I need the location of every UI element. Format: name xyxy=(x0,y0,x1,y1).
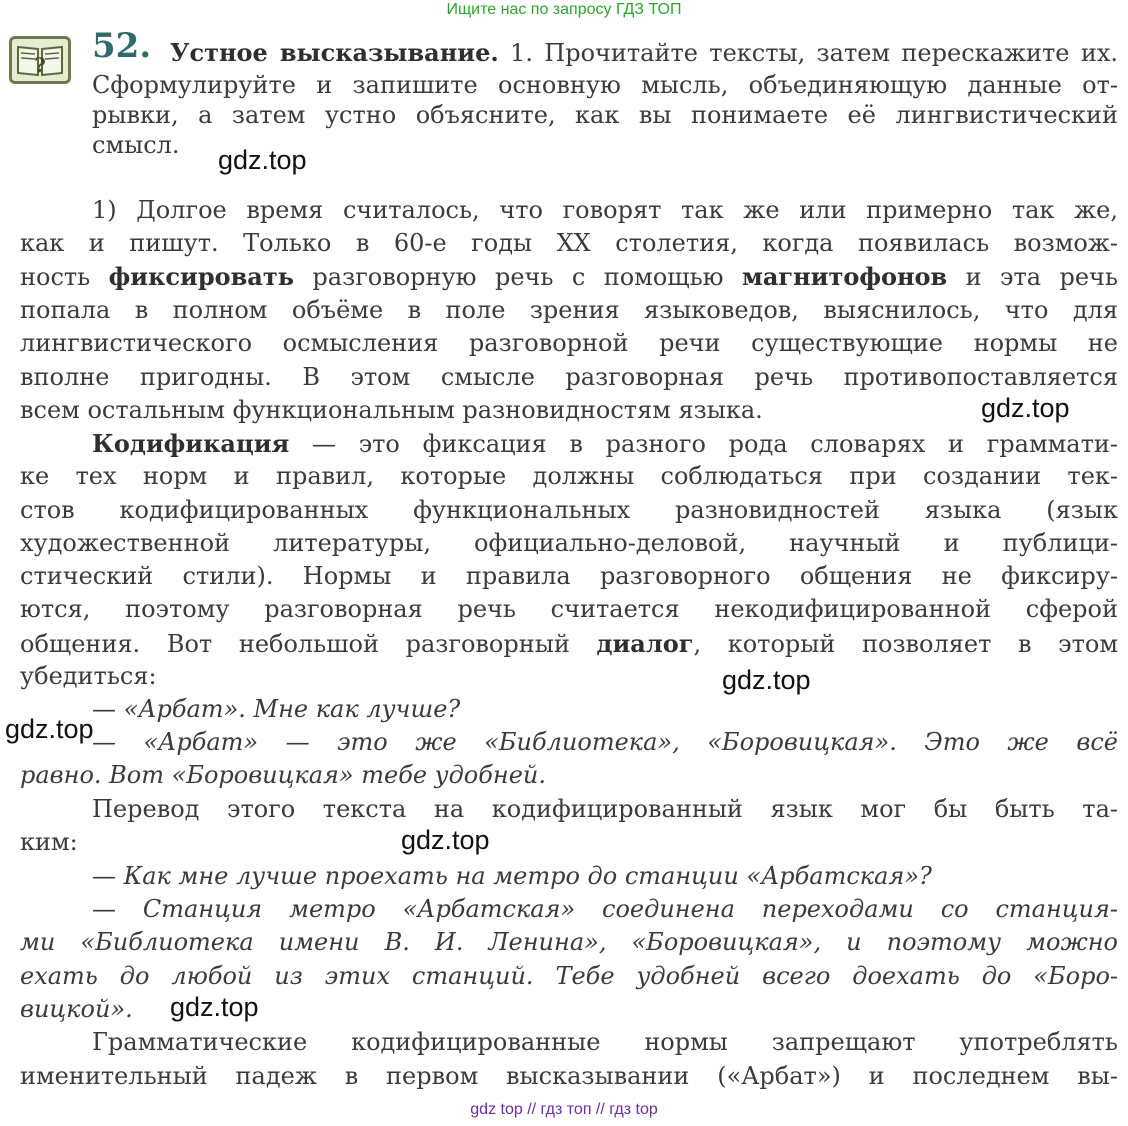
text-line-11: художественной литературы, официально-деловой, научный и публици- xyxy=(20,529,1118,557)
watermark: gdz.top xyxy=(401,825,490,855)
text-line-10: стов кодифицированных функциональных разновидностей языка (язык xyxy=(20,496,1118,524)
dialogue-line-3: равно. Вот «Боровицкая» тебе удобней. xyxy=(20,761,546,789)
codified-line-2: — Станция метро «Арбатская» соединена переходами со станция- xyxy=(92,895,1118,923)
footer-links[interactable]: gdz top // гдз топ // гдз top xyxy=(470,1101,658,1118)
text-line-20: ким: xyxy=(20,828,78,856)
exercise-number: 52. xyxy=(92,26,152,66)
text-line-7: всем остальным функциональным разновидностям языка. xyxy=(20,396,763,424)
text-line-3-c: разговорную речь с помощью xyxy=(294,263,742,291)
text-line-14 xyxy=(20,627,1118,661)
text-line-3-a: ность xyxy=(20,263,109,291)
text-line-15: убедиться: xyxy=(20,662,157,690)
text-line-14-a: общения. Вот небольшой разговорный xyxy=(20,630,597,658)
watermark: gdz.top xyxy=(5,714,94,744)
task-line-3: рывки, а затем устно объясните, как вы понимаете её лингвистический xyxy=(92,101,1118,129)
text-line-2: как и пишут. Только в 60-е годы XX столетия, когда появилась возмож- xyxy=(20,229,1118,257)
question-book-icon xyxy=(9,36,71,84)
text-line-13: ются, поэтому разговорная речь считается некодифицированной сферой xyxy=(20,595,1118,623)
text-line-6: вполне пригодны. В этом смысле разговорная речь противопоставляется xyxy=(20,363,1118,391)
text-line-14-c: , который позволяет в этом xyxy=(693,630,1118,658)
top-banner[interactable]: Ищите нас по запросу ГДЗ ТОП xyxy=(446,1,682,18)
text-line-26: Грамматические кодифицированные нормы запрещают употреблять xyxy=(92,1028,1118,1056)
text-line-3-e: и эта речь xyxy=(947,263,1118,291)
text-line-5: лингвистического осмысления разговорной речи существующие нормы не xyxy=(20,329,1118,357)
exercise-title: Устное высказывание. xyxy=(170,38,499,67)
text-line-8-b: — это фиксация в разного рода словарях и граммати- xyxy=(289,430,1118,458)
dialogue-line-1: — «Арбат». Мне как лучше? xyxy=(92,695,461,723)
codified-line-1: — Как мне лучше проехать на метро до станции «Арбатская»? xyxy=(92,862,932,890)
term-fixate: фиксировать xyxy=(108,262,295,291)
watermark: gdz.top xyxy=(981,393,1070,423)
codified-line-3: ми «Библиотека имени В. И. Ленина», «Боровицкая», и поэтому можно xyxy=(20,928,1118,956)
text-line-12: стический стили). Нормы и правила разговорного общения не фиксиру- xyxy=(20,562,1118,590)
text-line-4: попала в полном объёме в поле зрения языковедов, выяснилось, что для xyxy=(20,296,1118,324)
text-line-9: ке тех норм и правил, которые должны соблюдаться при создании тек- xyxy=(20,462,1118,490)
task-text-1: 1. Прочитайте тексты, затем перескажите их. xyxy=(510,39,1119,67)
watermark: gdz.top xyxy=(170,992,259,1022)
text-line-3 xyxy=(20,260,1118,294)
term-codification: Кодификация xyxy=(92,429,290,458)
term-recorders: магнитофонов xyxy=(741,262,948,291)
codified-line-5: вицкой». xyxy=(20,995,133,1023)
codified-line-4: ехать до любой из этих станций. Тебе удобней всего доехать до «Боро- xyxy=(20,962,1118,990)
dialogue-line-2: — «Арбат» — это же «Библиотека», «Боровицкая». Это же всё xyxy=(92,728,1118,756)
task-line-1 xyxy=(170,36,1118,70)
text-line-19: Перевод этого текста на кодифицированный язык мог бы быть та- xyxy=(92,795,1118,823)
text-line-27: именительный падеж в первом высказывании («Арбат») и последнем вы- xyxy=(20,1062,1118,1090)
task-line-2: Сформулируйте и запишите основную мысль, объединяющую данные от- xyxy=(92,71,1118,99)
watermark: gdz.top xyxy=(218,145,307,175)
text-line-1: 1) Долгое время считалось, что говорят так же или примерно так же, xyxy=(92,196,1118,224)
term-dialogue: диалог xyxy=(596,629,694,658)
task-line-4: смысл. xyxy=(92,131,180,159)
watermark: gdz.top xyxy=(722,665,811,695)
text-line-8 xyxy=(92,427,1118,461)
svg-text:?: ? xyxy=(34,53,46,77)
